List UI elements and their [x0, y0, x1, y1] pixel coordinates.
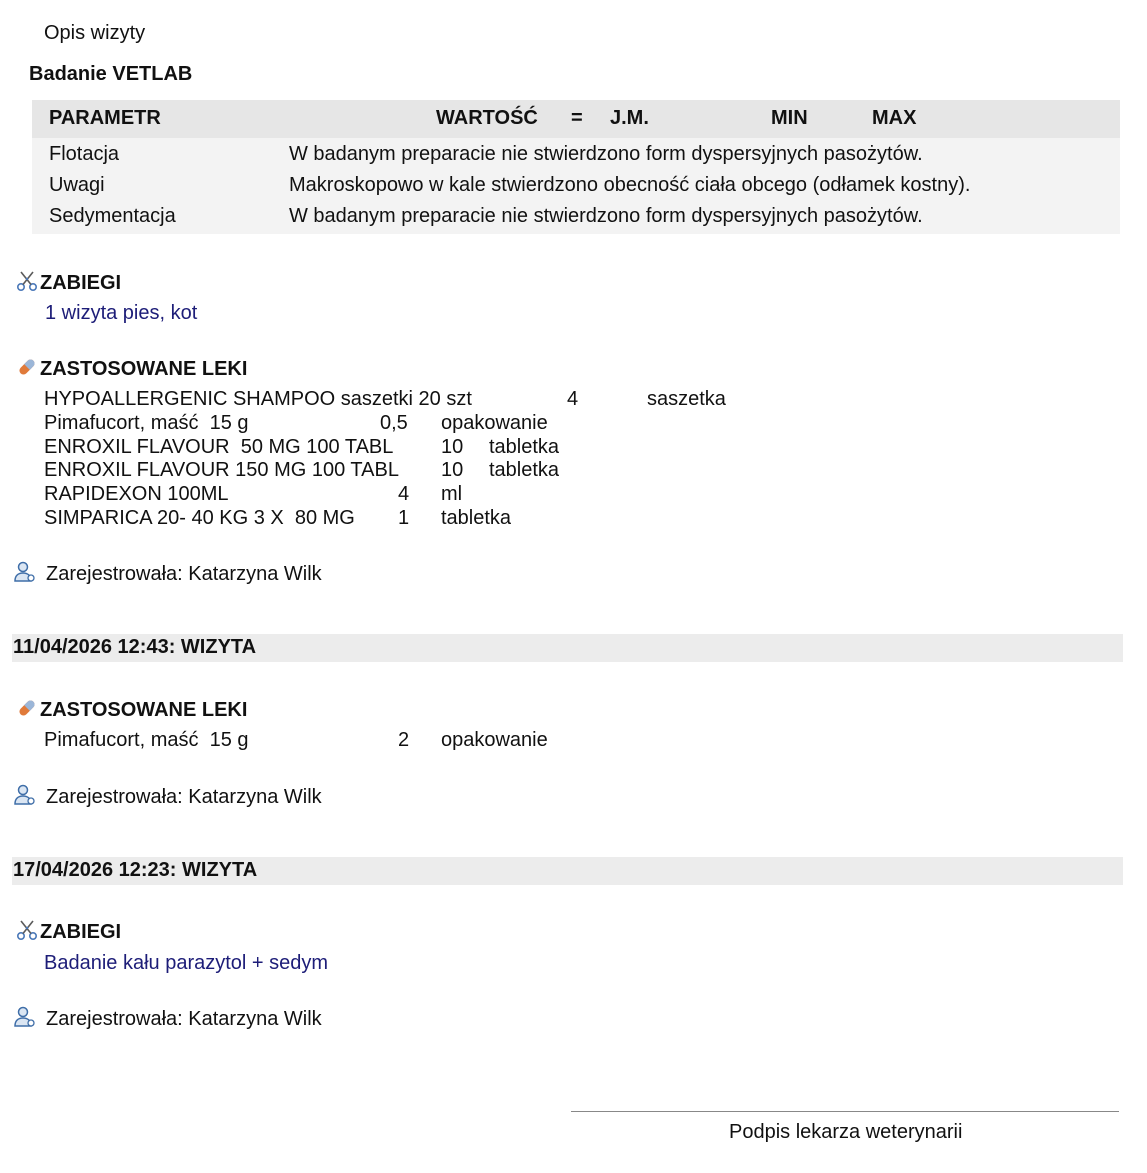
drug-unit: opakowanie — [441, 729, 548, 751]
drug-unit: saszetka — [647, 388, 726, 410]
drug-qty: 1 — [398, 507, 410, 529]
pill-icon — [15, 355, 39, 379]
drug-unit: opakowanie — [441, 412, 548, 434]
scissors-icon — [15, 269, 39, 293]
lab-header-max: MAX — [872, 107, 917, 129]
drug-unit: tabletka — [441, 507, 512, 529]
drug-qty: 4 — [398, 483, 410, 505]
procedure-item: 1 wizyta pies, kot — [45, 302, 198, 324]
lab-row-value: W badanym preparacie nie stwierdzono form dyspersyjnych pasożytów. — [289, 143, 923, 165]
scissors-icon — [15, 918, 39, 942]
pill-icon — [15, 696, 39, 720]
user-icon — [13, 1005, 37, 1029]
lab-header-unit: J.M. — [610, 107, 649, 129]
lab-row-param: Uwagi — [49, 174, 105, 196]
lab-row-value: Makroskopowo w kale stwierdzono obecność ciała obcego (odłamek kostny). — [289, 174, 971, 196]
user-icon — [13, 560, 37, 584]
visit-header: 17/04/2026 12:23: WIZYTA — [13, 859, 258, 881]
procedures-title: ZABIEGI — [40, 272, 122, 294]
user-icon — [13, 783, 37, 807]
signature-line — [571, 1111, 1119, 1112]
drug-qty: 2 — [398, 729, 410, 751]
visit-header-bar — [12, 857, 1123, 885]
drug-unit: ml — [441, 483, 463, 505]
visit-header: 11/04/2026 12:43: WIZYTA — [13, 636, 257, 658]
drugs-title: ZASTOSOWANE LEKI — [40, 699, 248, 721]
lab-title: Badanie VETLAB — [29, 63, 193, 85]
visit-header-bar — [12, 634, 1123, 662]
drug-name: ENROXIL FLAVOUR 150 MG 100 TABL — [44, 459, 399, 481]
drug-name: Pimafucort, maść 15 g — [44, 729, 249, 751]
lab-header-value: WARTOŚĆ — [436, 107, 538, 129]
drug-name: Pimafucort, maść 15 g — [44, 412, 249, 434]
lab-row-param: Flotacja — [49, 143, 120, 165]
drugs-title: ZASTOSOWANE LEKI — [40, 358, 248, 380]
procedure-item: Badanie kału parazytol + sedym — [44, 952, 329, 974]
registered-by: Zarejestrowała: Katarzyna Wilk — [46, 786, 322, 808]
lab-header-param: PARAMETR — [49, 107, 161, 129]
procedures-title: ZABIEGI — [40, 921, 122, 943]
lab-row-param: Sedymentacja — [49, 205, 176, 227]
drug-qty: 4 — [567, 388, 579, 410]
lab-header-eq: = — [571, 107, 583, 129]
drug-name: RAPIDEXON 100ML — [44, 483, 229, 505]
drug-unit: tabletka — [489, 436, 560, 458]
registered-by: Zarejestrowała: Katarzyna Wilk — [46, 1008, 322, 1030]
drug-qty: 10 — [441, 459, 464, 481]
drug-name: HYPOALLERGENIC SHAMPOO saszetki 20 szt — [44, 388, 472, 410]
signature-label: Podpis lekarza weterynarii — [729, 1121, 963, 1143]
lab-header-min: MIN — [771, 107, 808, 129]
lab-row-value: W badanym preparacie nie stwierdzono form dyspersyjnych pasożytów. — [289, 205, 923, 227]
registered-by: Zarejestrowała: Katarzyna Wilk — [46, 563, 322, 585]
drug-name: SIMPARICA 20- 40 KG 3 X 80 MG — [44, 507, 355, 529]
drug-unit: tabletka — [489, 459, 560, 481]
visit-description-label: Opis wizyty — [44, 22, 146, 44]
drug-qty: 0,5 — [380, 412, 408, 434]
drug-name: ENROXIL FLAVOUR 50 MG 100 TABL — [44, 436, 394, 458]
drug-qty: 10 — [441, 436, 464, 458]
